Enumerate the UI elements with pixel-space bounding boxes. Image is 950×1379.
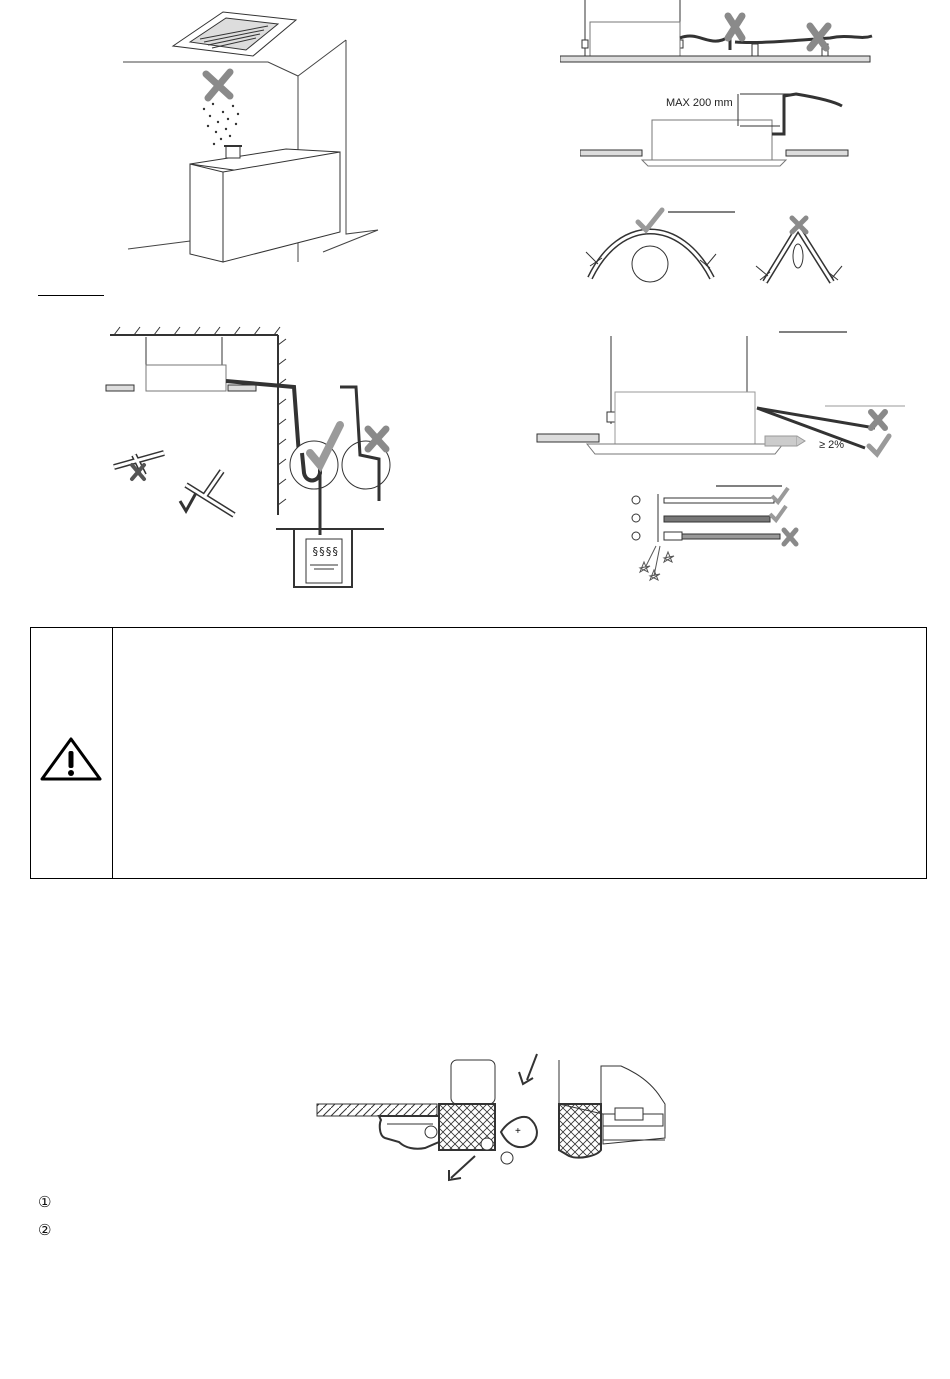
check-mark-icon [869, 436, 889, 454]
cross-mark-icon [206, 72, 230, 98]
cross-mark-icon [871, 412, 885, 428]
max-height-label: MAX 200 mm [666, 97, 733, 109]
figure-slope [535, 328, 915, 468]
figure-dust-source [118, 4, 383, 274]
cross-mark-icon [728, 16, 742, 38]
check-mark-icon [638, 210, 662, 230]
legend-item-1: ① [38, 1193, 52, 1211]
figure-pipe-insertion [620, 480, 820, 590]
svg-text:§§§§: §§§§ [312, 545, 339, 558]
warning-divider [112, 628, 113, 878]
svg-text:+: + [515, 1126, 521, 1137]
figure-drain-trap [104, 325, 394, 597]
warning-triangle-icon [39, 736, 103, 787]
figure-1-underline [38, 295, 104, 296]
legend-item-2: ② [38, 1221, 52, 1239]
warning-box [30, 627, 927, 879]
figure-pipe-bend [580, 196, 870, 300]
slope-label: ≥ 2% [819, 439, 844, 451]
figure-max-height [580, 84, 855, 180]
cross-mark-icon [784, 530, 796, 544]
check-mark-icon [180, 493, 196, 511]
figure-drain-routing [560, 0, 880, 72]
check-mark-icon [770, 488, 788, 520]
figure-insulation-joint [315, 1052, 675, 1186]
